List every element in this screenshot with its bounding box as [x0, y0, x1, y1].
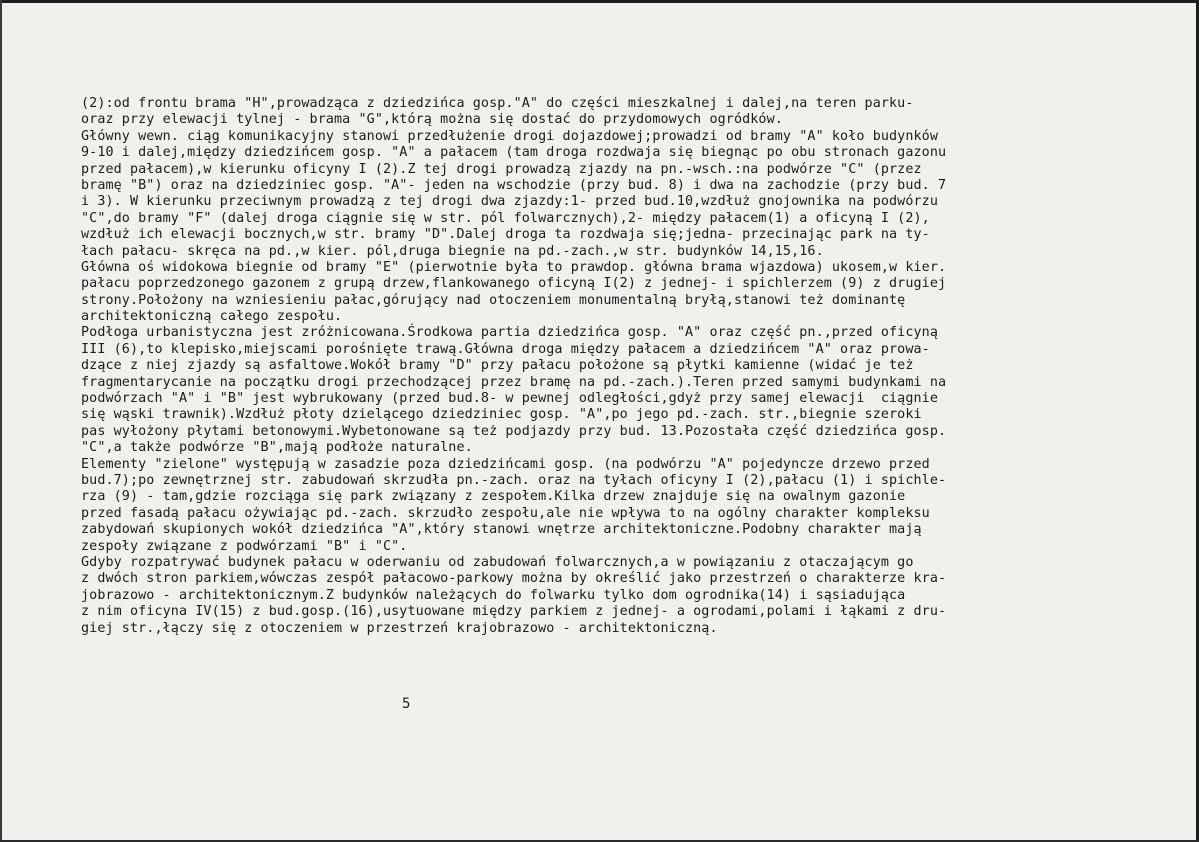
text-line: się wąski trawnik).Wzdłuż płoty dzielącego dziedziniec gosp. "A",po jego pd.-zach. str.,biegnie szeroki — [81, 407, 922, 423]
text-line: "C",do bramy "F" (dalej droga ciągnie się w str. pól folwarcznych),2- między pałacem(1) a oficyną I (2), — [81, 210, 930, 226]
scan-edge-left — [0, 0, 2, 842]
text-line: giej str.,łączy się z otoczeniem w przestrzeń krajobrazowo - architektoniczną. — [81, 620, 718, 636]
page-number: 5 — [402, 696, 411, 712]
text-line: z nim oficyna IV(15) z bud.gosp.(16),usytuowane między parkiem z jednej- a ogrodami,polami i łąkami z dru- — [81, 604, 947, 620]
text-line: III (6),to klepisko,miejscami porośnięte trawą.Główna droga między pałacem a dziedzińcem "A" oraz prowa- — [81, 341, 930, 357]
text-line: Główny wewn. ciąg komunikacyjny stanowi przedłużenie drogi dojazdowej;prowadzi od bramy "A" koło budynków — [81, 128, 938, 144]
text-line: fragmentarycanie na początku drogi przechodzącej przez bramę na pd.-zach.).Teren przed samymi budynkami na — [81, 374, 947, 390]
text-line: (2):od frontu brama "H",prowadząca z dziedzińca gosp."A" do części mieszkalnej i dalej,na teren parku- — [81, 96, 914, 111]
text-line: i 3). W kierunku przeciwnym prowadzą z tej drogi dwa zjazdy:1- przed bud.10,wzdłuż gnojownika na podwórzu — [81, 194, 938, 210]
text-line: bud.7);po zewnętrznej str. zabudowań skrzudła pn.-zach. oraz na tyłach oficyny I (2),pałacu (1) i spichle- — [81, 472, 947, 488]
text-line: strony.Położony na wzniesieniu pałac,górujący nad otoczeniem monumentalną bryłą,stanowi też dominantę — [81, 292, 906, 308]
text-line: architektoniczną całego zespołu. — [81, 309, 343, 325]
document-body — [81, 96, 1161, 637]
text-line: jobrazowo - architektonicznym.Z budynków należących do folwarku tylko dom ogrodnika(14) i sąsiadująca — [81, 587, 906, 603]
text-line: "C",a także podwórze "B",mają podłoże naturalne. — [81, 440, 473, 456]
text-line: rza (9) - tam,gdzie rozciąga się park związany z zespołem.Kilka drzew znajduje się na owalnym gazonie — [81, 489, 906, 505]
text-line: oraz przy elewacji tylnej - brama "G",którą można się dostać do przydomowych ogródków. — [81, 112, 783, 128]
text-line: Gdyby rozpatrywać budynek pałacu w oderwaniu od zabudowań folwarcznych,a w powiązaniu z otaczającym go — [81, 554, 914, 570]
text-line: podwórzach "A" i "B" jest wybrukowany (przed bud.8- w pewnej odległości,gdyż przy samej elewacji ciągnie — [81, 391, 938, 407]
text-line: Elementy "zielone" występują w zasadzie poza dziedzińcami gosp. (na podwórzu "A" pojedyncze drzewo przed — [81, 456, 930, 472]
text-line: pas wyłożony płytami betonowymi.Wybetonowane są też podjazdy przy bud. 13.Pozostała część dziedzińca gosp. — [81, 423, 947, 439]
text-line: przed fasadą pałacu ożywiając pd.-zach. skrzudło zespołu,ale nie wpływa to na ogólny charakter kompleksu — [81, 505, 930, 521]
text-line: Podłoga urbanistyczna jest zróżnicowana.Środkowa partia dziedzińca gosp. "A" oraz część pn.,przed oficyną — [81, 325, 938, 341]
text-line: wzdłuż ich elewacji bocznych,w str. bramy "D".Dalej droga ta rozdwaja się;jedna- przecinając park na ty- — [81, 227, 930, 243]
text-line: łach pałacu- skręca na pd.,w kier. pól,druga biegnie na pd.-zach.,w str. budynków 14,15,16. — [81, 243, 824, 259]
text-line: zespoły związane z podwórzami "B" i "C". — [81, 538, 408, 554]
text-line: z dwóch stron parkiem,wówczas zespół pałacowo-parkowy można by określić jako przestrzeń o charakterze kra- — [81, 571, 947, 587]
scan-edge-top — [0, 0, 1199, 3]
text-line: Główna oś widokowa biegnie od bramy "E" (pierwotnie była to prawdop. główna brama wjazdowa) ukosem,w kier. — [81, 259, 947, 275]
text-line: przed pałacem),w kierunku oficyny I (2).Z tej drogi prowadzą zjazdy na pn.-wsch.:na podwórze "C" (przez — [81, 161, 922, 177]
text-line: dzące z niej zjazdy są asfaltowe.Wokół bramy "D" przy pałacu położone są płytki kamienne (widać je też — [81, 358, 914, 374]
text-line: bramę "B") oraz na dziedziniec gosp. "A"- jeden na wschodzie (przy bud. 8) i dwa na zachodzie (przy bud. 7 — [81, 177, 947, 193]
text-line: 9-10 i dalej,między dziedzińcem gosp. "A" a pałacem (tam droga rozdwaja się biegnąc po obu stronach gazonu — [81, 145, 947, 161]
text-line: zabydowań skupionych wokół dziedzińca "A",który stanowi wnętrze architektoniczne.Podobny charakter mają — [81, 522, 922, 538]
text-line: pałacu poprzedzonego gazonem z grupą drzew,flankowanego oficyną I(2) z jednej- i spichlerzem (9) z drugiej — [81, 276, 947, 292]
